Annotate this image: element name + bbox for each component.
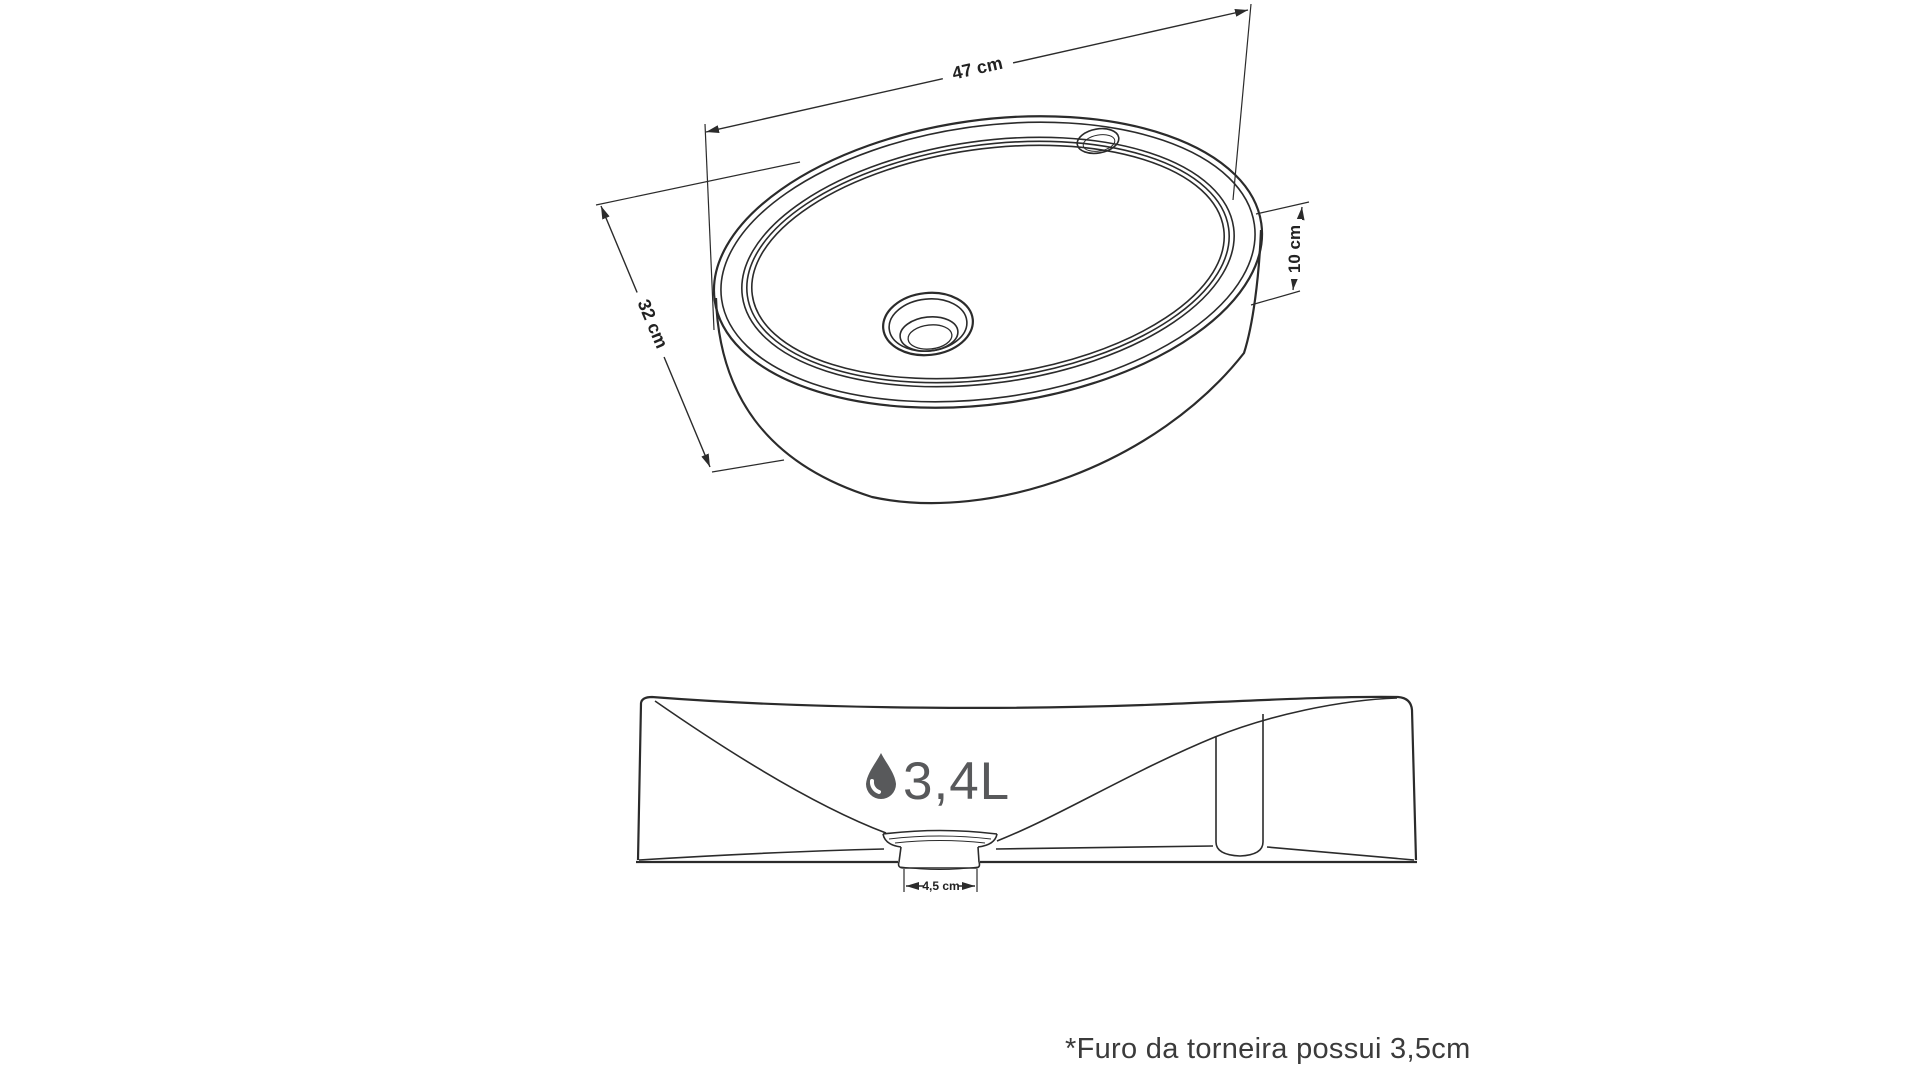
drain-hole xyxy=(880,288,976,359)
dimension-label-depth xyxy=(630,288,676,360)
funnel-right-slope xyxy=(997,698,1397,841)
section-outline xyxy=(638,697,1416,860)
dimension-label-height xyxy=(1285,219,1304,279)
dim-depth-label: 32 cm xyxy=(633,296,672,352)
extension-line xyxy=(1251,291,1300,305)
dim-width-label: 47 cm xyxy=(950,52,1005,84)
floor-line xyxy=(996,846,1213,849)
dimension-drain-45cm xyxy=(904,869,977,893)
dimension-label-width xyxy=(940,49,1015,85)
floor-line xyxy=(639,849,884,860)
water-drop-icon xyxy=(866,753,896,799)
extension-line xyxy=(1233,4,1251,200)
basin-rim-outline xyxy=(695,83,1281,441)
basin-body-silhouette xyxy=(716,230,1261,503)
capacity-label: 3,4L xyxy=(903,752,1011,811)
side-section-view xyxy=(636,697,1417,893)
extension-line xyxy=(705,124,714,330)
faucet-hole-footnote: *Furo da torneira possui 3,5cm xyxy=(1065,1033,1471,1065)
floor-line xyxy=(1267,847,1414,860)
faucet-tube xyxy=(1216,714,1263,856)
dimension-depth-32cm xyxy=(596,162,800,472)
drain-section xyxy=(883,831,997,870)
dimension-width-47cm xyxy=(705,4,1251,330)
capacity-badge xyxy=(866,752,1010,811)
extension-line xyxy=(712,460,784,472)
basin-bowl-mouth xyxy=(726,108,1251,417)
funnel-left-slope xyxy=(655,701,886,833)
top-isometric-view xyxy=(596,4,1309,503)
dim-height-label: 10 cm xyxy=(1285,224,1304,274)
dim-drain-label: 4,5 cm xyxy=(922,879,960,893)
